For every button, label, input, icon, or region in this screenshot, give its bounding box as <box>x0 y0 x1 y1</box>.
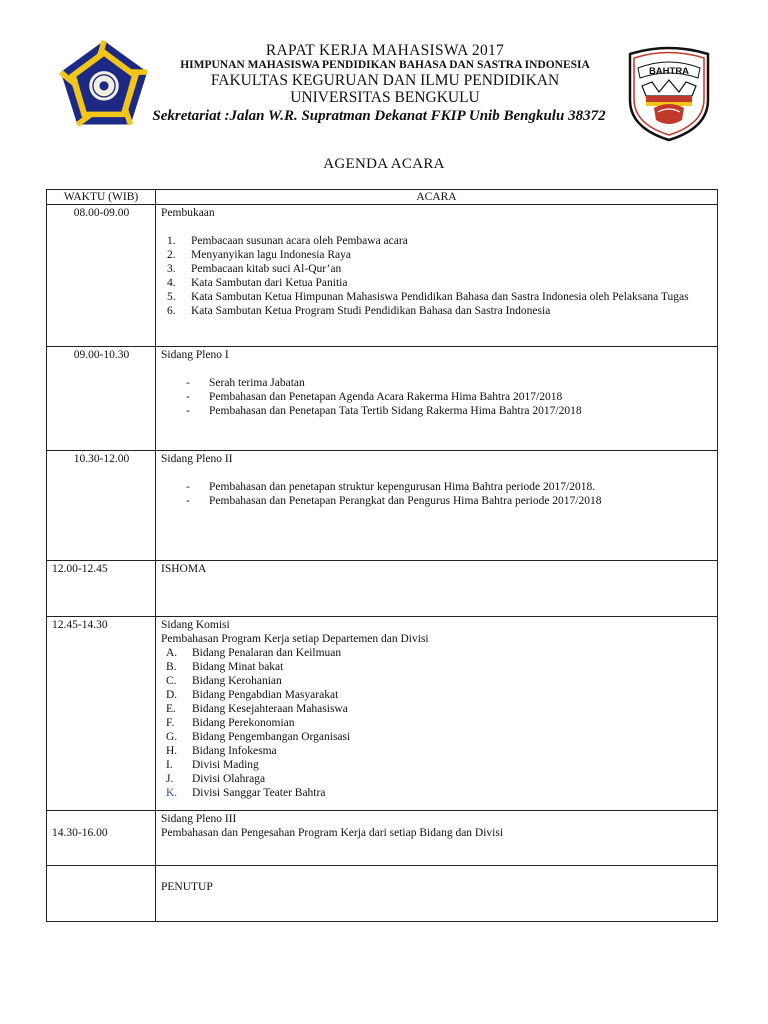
event-cell <box>156 205 718 347</box>
table-row <box>47 451 718 561</box>
list-item: 3. Pembacaan kitab suci Al-Qur’an <box>167 263 342 275</box>
agenda-table <box>46 189 718 922</box>
list-item: D. Bidang Pengabdian Masyarakat <box>166 689 339 701</box>
letterhead-organization: HIMPUNAN MAHASISWA PENDIDIKAN BAHASA DAN SASTRA INDONESIA <box>180 59 590 71</box>
list-item: A. Bidang Penalaran dan Keilmuan <box>166 647 342 659</box>
time-cell: 09.00-10.30 <box>47 347 156 451</box>
event-item-list <box>161 646 713 800</box>
event-subheading: Pembahasan Program Kerja setiap Departemen dan Divisi <box>161 633 429 645</box>
event-cell <box>156 451 718 561</box>
time-cell: 12.45-14.30 <box>47 617 156 811</box>
list-item: K. Divisi Sanggar Teater Bahtra <box>166 787 326 799</box>
event-heading: ISHOMA <box>161 563 207 575</box>
event-cell <box>156 561 718 617</box>
list-item: 4. Kata Sambutan dari Ketua Panitia <box>167 277 348 289</box>
column-header-event: ACARA <box>156 190 718 205</box>
list-item: G. Bidang Pengembangan Organisasi <box>166 731 351 743</box>
list-item: 6. Kata Sambutan Ketua Program Studi Pendidikan Bahasa dan Sastra Indonesia <box>167 305 551 317</box>
table-row <box>47 205 718 347</box>
event-cell <box>156 866 718 922</box>
event-heading: Sidang Komisi <box>161 619 230 631</box>
list-item: 2. Menyanyikan lagu Indonesia Raya <box>167 249 351 261</box>
event-item-list <box>161 376 713 418</box>
list-item: H. Bidang Infokesma <box>166 745 277 757</box>
event-heading: PENUTUP <box>161 881 213 893</box>
list-item: E. Bidang Kesejahteraan Mahasiswa <box>166 703 348 715</box>
time-cell <box>47 811 156 866</box>
table-row <box>47 811 718 866</box>
letterhead <box>0 0 768 145</box>
column-header-time: WAKTU (WIB) <box>47 190 156 205</box>
list-item: B. Bidang Minat bakat <box>166 661 284 673</box>
event-item-list <box>161 234 713 318</box>
letterhead-faculty: FAKULTAS KEGURUAN DAN ILMU PENDIDIKAN <box>210 72 560 89</box>
list-item: F. Bidang Perekonomian <box>166 717 295 729</box>
table-row <box>47 561 718 617</box>
table-row <box>47 866 718 922</box>
list-item: J. Divisi Olahraga <box>166 773 266 785</box>
list-item: - Pembahasan dan Penetapan Tata Tertib Sidang Rakerma Hima Bahtra 2017/2018 <box>186 405 582 417</box>
list-item: I. Divisi Mading <box>166 759 259 771</box>
letterhead-university: UNIVERSITAS BENGKULU <box>290 89 480 106</box>
agenda-title: AGENDA ACARA <box>323 156 445 172</box>
time-cell <box>47 866 156 922</box>
table-row <box>47 347 718 451</box>
list-item: - Pembahasan dan penetapan struktur kepengurusan Hima Bahtra periode 2017/2018. <box>186 481 596 493</box>
letterhead-address: Sekretariat :Jalan W.R. Supratman Dekanat FKIP Unib Bengkulu 38372 <box>152 108 606 124</box>
list-item: - Pembahasan dan Penetapan Agenda Acara Rakerma Hima Bahtra 2017/2018 <box>186 391 563 403</box>
event-heading: Sidang Pleno II <box>161 453 233 465</box>
time-cell: 10.30-12.00 <box>47 451 156 561</box>
svg-text:BAHTRA: BAHTRA <box>648 66 690 77</box>
event-cell <box>156 811 718 866</box>
event-heading: Pembukaan <box>161 207 215 219</box>
bahtra-shield-logo <box>624 42 714 142</box>
list-item: C. Bidang Kerohanian <box>166 675 282 687</box>
time-label: 14.30-16.00 <box>52 827 108 839</box>
event-heading: Sidang Pleno III <box>161 813 237 825</box>
event-heading: Sidang Pleno I <box>161 349 229 361</box>
list-item: - Pembahasan dan Penetapan Perangkat dan Pengurus Hima Bahtra periode 2017/2018 <box>186 495 602 507</box>
letterhead-title: RAPAT KERJA MAHASISWA 2017 <box>265 42 505 59</box>
event-cell <box>156 617 718 811</box>
event-subheading: Pembahasan dan Pengesahan Program Kerja dari setiap Bidang dan Divisi <box>161 827 504 839</box>
table-row <box>47 617 718 811</box>
time-cell: 08.00-09.00 <box>47 205 156 347</box>
list-item: 1. Pembacaan susunan acara oleh Pembawa acara <box>167 235 408 247</box>
table-header-row <box>47 190 718 205</box>
list-item: 5. Kata Sambutan Ketua Himpunan Mahasiswa Pendidikan Bahasa dan Sastra Indonesia oleh Pelaksana Tugas <box>167 291 689 303</box>
event-cell <box>156 347 718 451</box>
event-item-list <box>161 480 713 508</box>
time-cell: 12.00-12.45 <box>47 561 156 617</box>
list-item: - Serah terima Jabatan <box>186 377 305 389</box>
